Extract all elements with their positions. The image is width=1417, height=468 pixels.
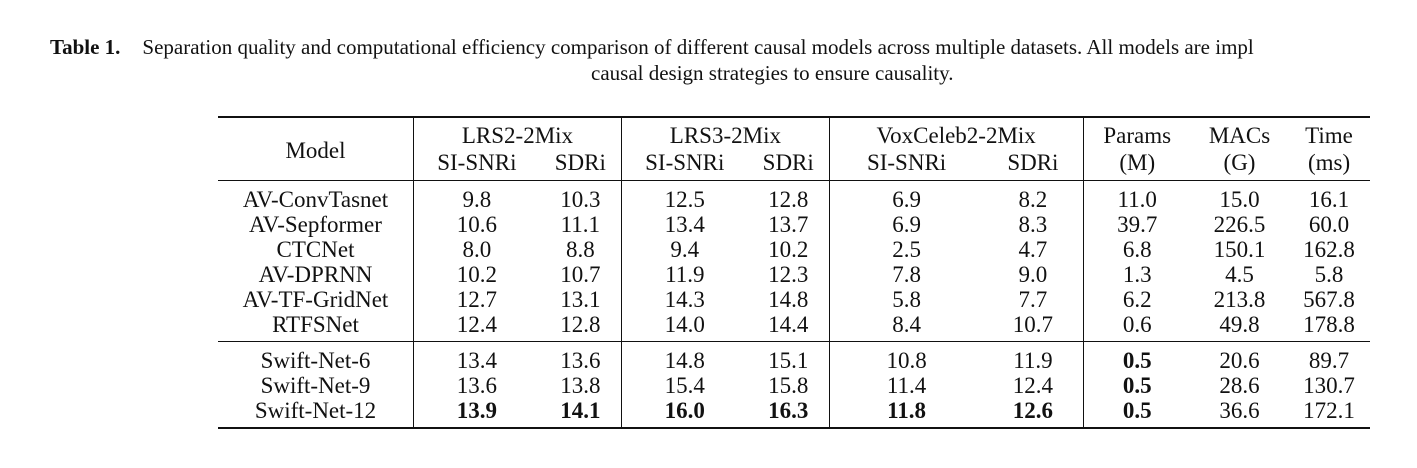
value-cell: 10.8	[829, 342, 983, 374]
value-cell: 11.9	[621, 262, 747, 287]
metric-header: SI-SNRi	[621, 150, 747, 181]
value-cell: 6.9	[829, 181, 983, 213]
model-name-cell: RTFSNet	[272, 312, 359, 337]
swift-net-rows	[218, 342, 1370, 429]
metric-header: SDRi	[762, 150, 814, 175]
results-table	[218, 116, 1370, 429]
value-cell: 16.0	[621, 398, 747, 428]
value-cell: 7.7	[1018, 287, 1048, 312]
value-cell: 49.8	[1219, 312, 1260, 337]
value-cell: 14.4	[768, 312, 809, 337]
params-header: Params	[1083, 117, 1191, 150]
value-cell: 8.8	[565, 237, 595, 262]
value-cell: 7.8	[829, 262, 983, 287]
value-cell: 9.0	[1018, 262, 1048, 287]
macs-unit: (G)	[1223, 150, 1256, 175]
model-name-cell: Swift-Net-9	[260, 373, 371, 398]
value-cell: 8.2	[983, 181, 1083, 213]
model-name-cell: CTCNet	[276, 237, 355, 262]
table-row	[218, 398, 1370, 428]
model-name-cell: AV-DPRNN	[258, 262, 373, 287]
value-cell: 89.7	[1288, 342, 1370, 374]
value-cell: 9.8	[414, 181, 540, 213]
value-cell: 10.7	[1012, 312, 1054, 337]
value-cell: 10.2	[414, 262, 540, 287]
value-cell: 12.3	[768, 262, 809, 287]
value-cell: 10.7	[560, 262, 601, 287]
value-cell: 11.4	[829, 373, 983, 398]
model-name-cell: Swift-Net-6	[218, 342, 414, 374]
value-cell: 12.6	[983, 398, 1083, 428]
value-cell: 172.1	[1288, 398, 1370, 428]
value-cell: 12.7	[414, 287, 540, 312]
value-cell: 13.4	[621, 212, 747, 237]
table-row	[218, 373, 1370, 398]
value-cell: 14.8	[768, 287, 809, 312]
value-cell: 11.8	[829, 398, 983, 428]
value-cell: 8.0	[414, 237, 540, 262]
value-cell: 213.8	[1213, 287, 1266, 312]
params-unit: (M)	[1083, 150, 1191, 181]
value-cell: 13.9	[414, 398, 540, 428]
value-cell: 12.8	[560, 312, 601, 337]
model-name-cell: AV-TF-GridNet	[242, 287, 389, 312]
metric-header: SDRi	[554, 150, 606, 175]
table-row	[218, 342, 1370, 374]
value-cell: 4.7	[1018, 237, 1048, 262]
table-row	[218, 287, 1370, 312]
value-cell: 11.9	[983, 342, 1083, 374]
value-cell: 14.3	[621, 287, 747, 312]
value-cell: 567.8	[1303, 287, 1355, 312]
value-cell: 12.8	[748, 181, 830, 213]
value-cell: 130.7	[1303, 373, 1355, 398]
model-name-cell: AV-ConvTasnet	[218, 181, 414, 213]
value-cell: 60.0	[1308, 212, 1350, 237]
value-cell: 5.8	[1314, 262, 1344, 287]
value-cell: 12.5	[621, 181, 747, 213]
value-cell: 28.6	[1219, 373, 1260, 398]
value-cell: 15.4	[621, 373, 747, 398]
value-cell: 13.6	[414, 373, 540, 398]
value-cell: 1.3	[1083, 262, 1191, 287]
value-cell: 16.3	[748, 398, 830, 428]
table-row	[218, 262, 1370, 287]
value-cell: 178.8	[1303, 312, 1355, 337]
caption-line-1	[50, 34, 1254, 60]
value-cell: 2.5	[829, 237, 983, 262]
value-cell: 15.1	[748, 342, 830, 374]
dataset-header-lrs3: LRS3-2Mix	[621, 117, 829, 150]
value-cell: 10.3	[540, 181, 622, 213]
value-cell: 13.1	[560, 287, 601, 312]
header-row-1	[218, 117, 1370, 150]
model-name-cell: AV-Sepformer	[249, 212, 382, 237]
model-name-cell: Swift-Net-12	[218, 398, 414, 428]
value-cell: 11.1	[560, 212, 601, 237]
value-cell: 13.8	[560, 373, 601, 398]
value-cell: 13.6	[540, 342, 622, 374]
value-cell: 13.4	[414, 342, 540, 374]
value-cell: 14.8	[621, 342, 747, 374]
value-cell: 226.5	[1213, 212, 1266, 237]
value-cell: 10.6	[414, 212, 540, 237]
macs-header: MACs	[1191, 117, 1288, 150]
value-cell: 15.8	[768, 373, 809, 398]
metric-header: SDRi	[1007, 150, 1059, 175]
value-cell: 10.2	[768, 237, 809, 262]
table-row	[218, 181, 1370, 213]
value-cell: 4.5	[1225, 262, 1254, 287]
metric-header: SI-SNRi	[414, 150, 540, 181]
value-cell: 14.1	[540, 398, 622, 428]
value-cell: 162.8	[1303, 237, 1355, 262]
table-row	[218, 212, 1370, 237]
value-cell: 150.1	[1213, 237, 1266, 262]
value-cell: 8.3	[1018, 212, 1048, 237]
value-cell: 15.0	[1191, 181, 1288, 213]
caption-label: Table 1.	[50, 35, 121, 59]
value-cell: 9.4	[621, 237, 747, 262]
caption-text-1: Separation quality and computational efficiency comparison of different causal models across multiple datasets. All models are impl	[142, 35, 1254, 59]
value-cell: 0.5	[1083, 342, 1191, 374]
value-cell: 8.4	[829, 312, 983, 342]
table-row	[218, 312, 1370, 342]
dataset-header-lrs2: LRS2-2Mix	[414, 117, 622, 150]
value-cell: 14.0	[621, 312, 747, 342]
time-unit: (ms)	[1307, 150, 1351, 175]
value-cell: 6.9	[829, 212, 983, 237]
value-cell: 12.4	[414, 312, 540, 342]
value-cell: 13.7	[768, 212, 809, 237]
time-header: Time	[1288, 117, 1370, 150]
value-cell: 0.6	[1083, 312, 1191, 342]
dataset-header-voxceleb2: VoxCeleb2-2Mix	[829, 117, 1083, 150]
metric-header: SI-SNRi	[829, 150, 983, 181]
value-cell: 16.1	[1288, 181, 1370, 213]
value-cell: 5.8	[829, 287, 983, 312]
value-cell: 39.7	[1083, 212, 1191, 237]
value-cell: 0.5	[1083, 398, 1191, 428]
value-cell: 12.4	[1012, 373, 1054, 398]
model-header: Model	[218, 117, 414, 181]
caption-line-2: causal design strategies to ensure causality.	[591, 61, 954, 85]
value-cell: 20.6	[1191, 342, 1288, 374]
value-cell: 11.0	[1083, 181, 1191, 213]
value-cell: 0.5	[1083, 373, 1191, 398]
baseline-rows	[218, 181, 1370, 342]
table-row	[218, 237, 1370, 262]
value-cell: 6.2	[1083, 287, 1191, 312]
value-cell: 36.6	[1191, 398, 1288, 428]
value-cell: 6.8	[1083, 237, 1191, 262]
